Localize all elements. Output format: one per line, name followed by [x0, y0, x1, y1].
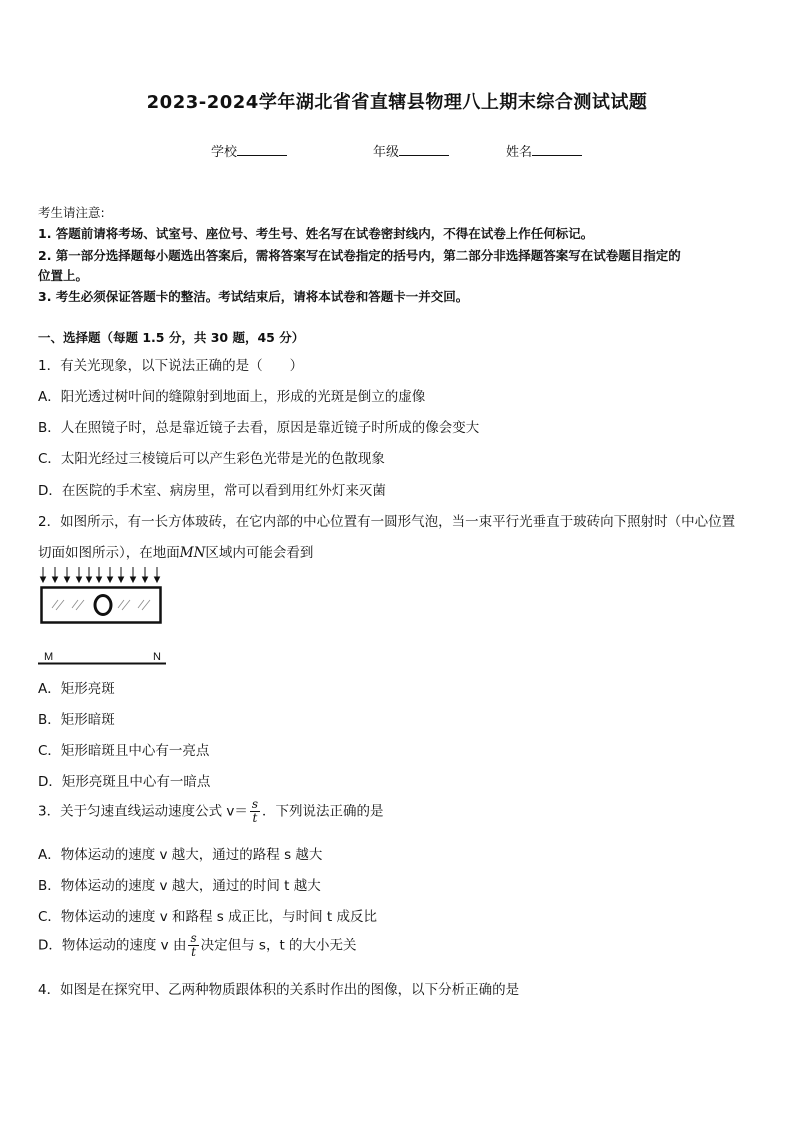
name-field[interactable]	[506, 141, 582, 160]
light-arrow	[77, 567, 82, 582]
glass-brick	[42, 588, 161, 623]
q1-option-b[interactable]: B．人在照镜子时，总是靠近镜子去看，原因是靠近镜子时所成的像会变大	[38, 420, 480, 436]
light-arrow	[87, 567, 92, 582]
q1-option-c[interactable]: C．太阳光经过三棱镜后可以产生彩色光带是光的色散现象	[38, 451, 385, 467]
q3-stem-a: 3．关于匀速直线运动速度公式 v＝	[38, 803, 248, 820]
light-arrow	[143, 567, 148, 582]
q1-option-a[interactable]: A．阳光透过树叶间的缝隙射到地面上，形成的光斑是倒立的虚像	[38, 389, 426, 405]
q3-option-d[interactable]	[38, 932, 357, 959]
q3-frac-numerator: s	[251, 797, 259, 811]
air-bubble	[95, 596, 111, 615]
ground-label-m: M	[44, 651, 54, 663]
q3-option-d-a: D．物体运动的速度 v 由	[38, 937, 187, 954]
light-arrow	[119, 567, 124, 582]
q3-option-c[interactable]: C．物体运动的速度 v 和路程 s 成正比，与时间 t 成反比	[38, 909, 377, 925]
q3-option-d-numerator: s	[190, 931, 197, 945]
notice-heading: 考生请注意:	[38, 205, 105, 220]
school-field[interactable]	[211, 141, 287, 160]
page-title: 2023-2024学年湖北省省直辖县物理八上期末综合测试试题	[146, 92, 648, 113]
q3-option-b[interactable]: B．物体运动的速度 v 越大，通过的时间 t 越大	[38, 878, 321, 894]
q2-option-c[interactable]: C．矩形暗斑且中心有一亮点	[38, 743, 210, 759]
notice-item-2: 2. 第一部分选择题每小题选出答案后，需将答案写在试卷指定的括号内，第二部分非选择题答案写在试卷题目指定的	[38, 248, 681, 263]
grade-field[interactable]	[373, 141, 449, 160]
name-blank[interactable]	[532, 143, 582, 156]
q1-stem: 1．有关光现象，以下说法正确的是（ ）	[38, 358, 304, 374]
q3-option-a[interactable]: A．物体运动的速度 v 越大，通过的路程 s 越大	[38, 847, 323, 863]
grade-blank[interactable]	[399, 143, 449, 156]
parallel-light-arrows	[41, 567, 160, 582]
q3-option-d-b: 决定但与 s，t 的大小无关	[200, 937, 357, 954]
ground-label-n: N	[153, 651, 161, 663]
q3-formula-fraction	[250, 798, 260, 825]
light-arrow	[53, 567, 58, 582]
q3-option-d-denominator: t	[191, 945, 196, 959]
q3-frac-denominator: t	[252, 811, 258, 825]
name-label: 姓名	[506, 145, 533, 160]
q2-stem-line2-a: 切面如图所示），在地面	[38, 545, 180, 561]
section-heading: 一、选择题（每题 1.5 分，共 30 题，45 分）	[38, 330, 305, 345]
school-blank[interactable]	[237, 143, 287, 156]
q3-option-d-fraction	[188, 932, 198, 959]
q3-stem-b: ．下列说法正确的是	[262, 803, 384, 820]
light-arrow	[131, 567, 136, 582]
q3-stem	[38, 798, 384, 825]
notice-item-1: 1. 答题前请将考场、试室号、座位号、考生号、姓名写在试卷密封线内，不得在试卷上作任何标记。	[38, 226, 594, 241]
school-label: 学校	[211, 145, 238, 160]
light-arrow	[41, 567, 46, 582]
q2-glass-figure	[36, 565, 176, 667]
q2-option-d[interactable]: D．矩形亮斑且中心有一暗点	[38, 774, 211, 790]
light-arrow	[108, 567, 113, 582]
q2-stem-line1: 2．如图所示，有一长方体玻砖，在它内部的中心位置有一圆形气泡，当一束平行光垂直于玻砖向下照射时（中心位置	[38, 514, 736, 530]
notice-item-2-cont: 位置上。	[38, 268, 89, 283]
grade-label: 年级	[373, 145, 400, 160]
glass-hatching	[52, 600, 150, 610]
q2-stem-line2-b: 区域内可能会看到	[205, 545, 314, 561]
q2-stem-line2	[38, 541, 313, 561]
q4-stem: 4．如图是在探究甲、乙两种物质跟体积的关系时作出的图像，以下分析正确的是	[38, 982, 520, 998]
q1-option-d[interactable]: D．在医院的手术室、病房里，常可以看到用红外灯来灭菌	[38, 483, 386, 499]
light-arrow	[155, 567, 160, 582]
q2-option-b[interactable]: B．矩形暗斑	[38, 712, 115, 728]
light-arrow	[65, 567, 70, 582]
q2-mn-label: MN	[179, 545, 206, 561]
light-arrow	[97, 567, 102, 582]
notice-item-3: 3. 考生必须保证答题卡的整洁。考试结束后，请将本试卷和答题卡一并交回。	[38, 289, 469, 304]
q2-option-a[interactable]: A．矩形亮斑	[38, 681, 115, 697]
